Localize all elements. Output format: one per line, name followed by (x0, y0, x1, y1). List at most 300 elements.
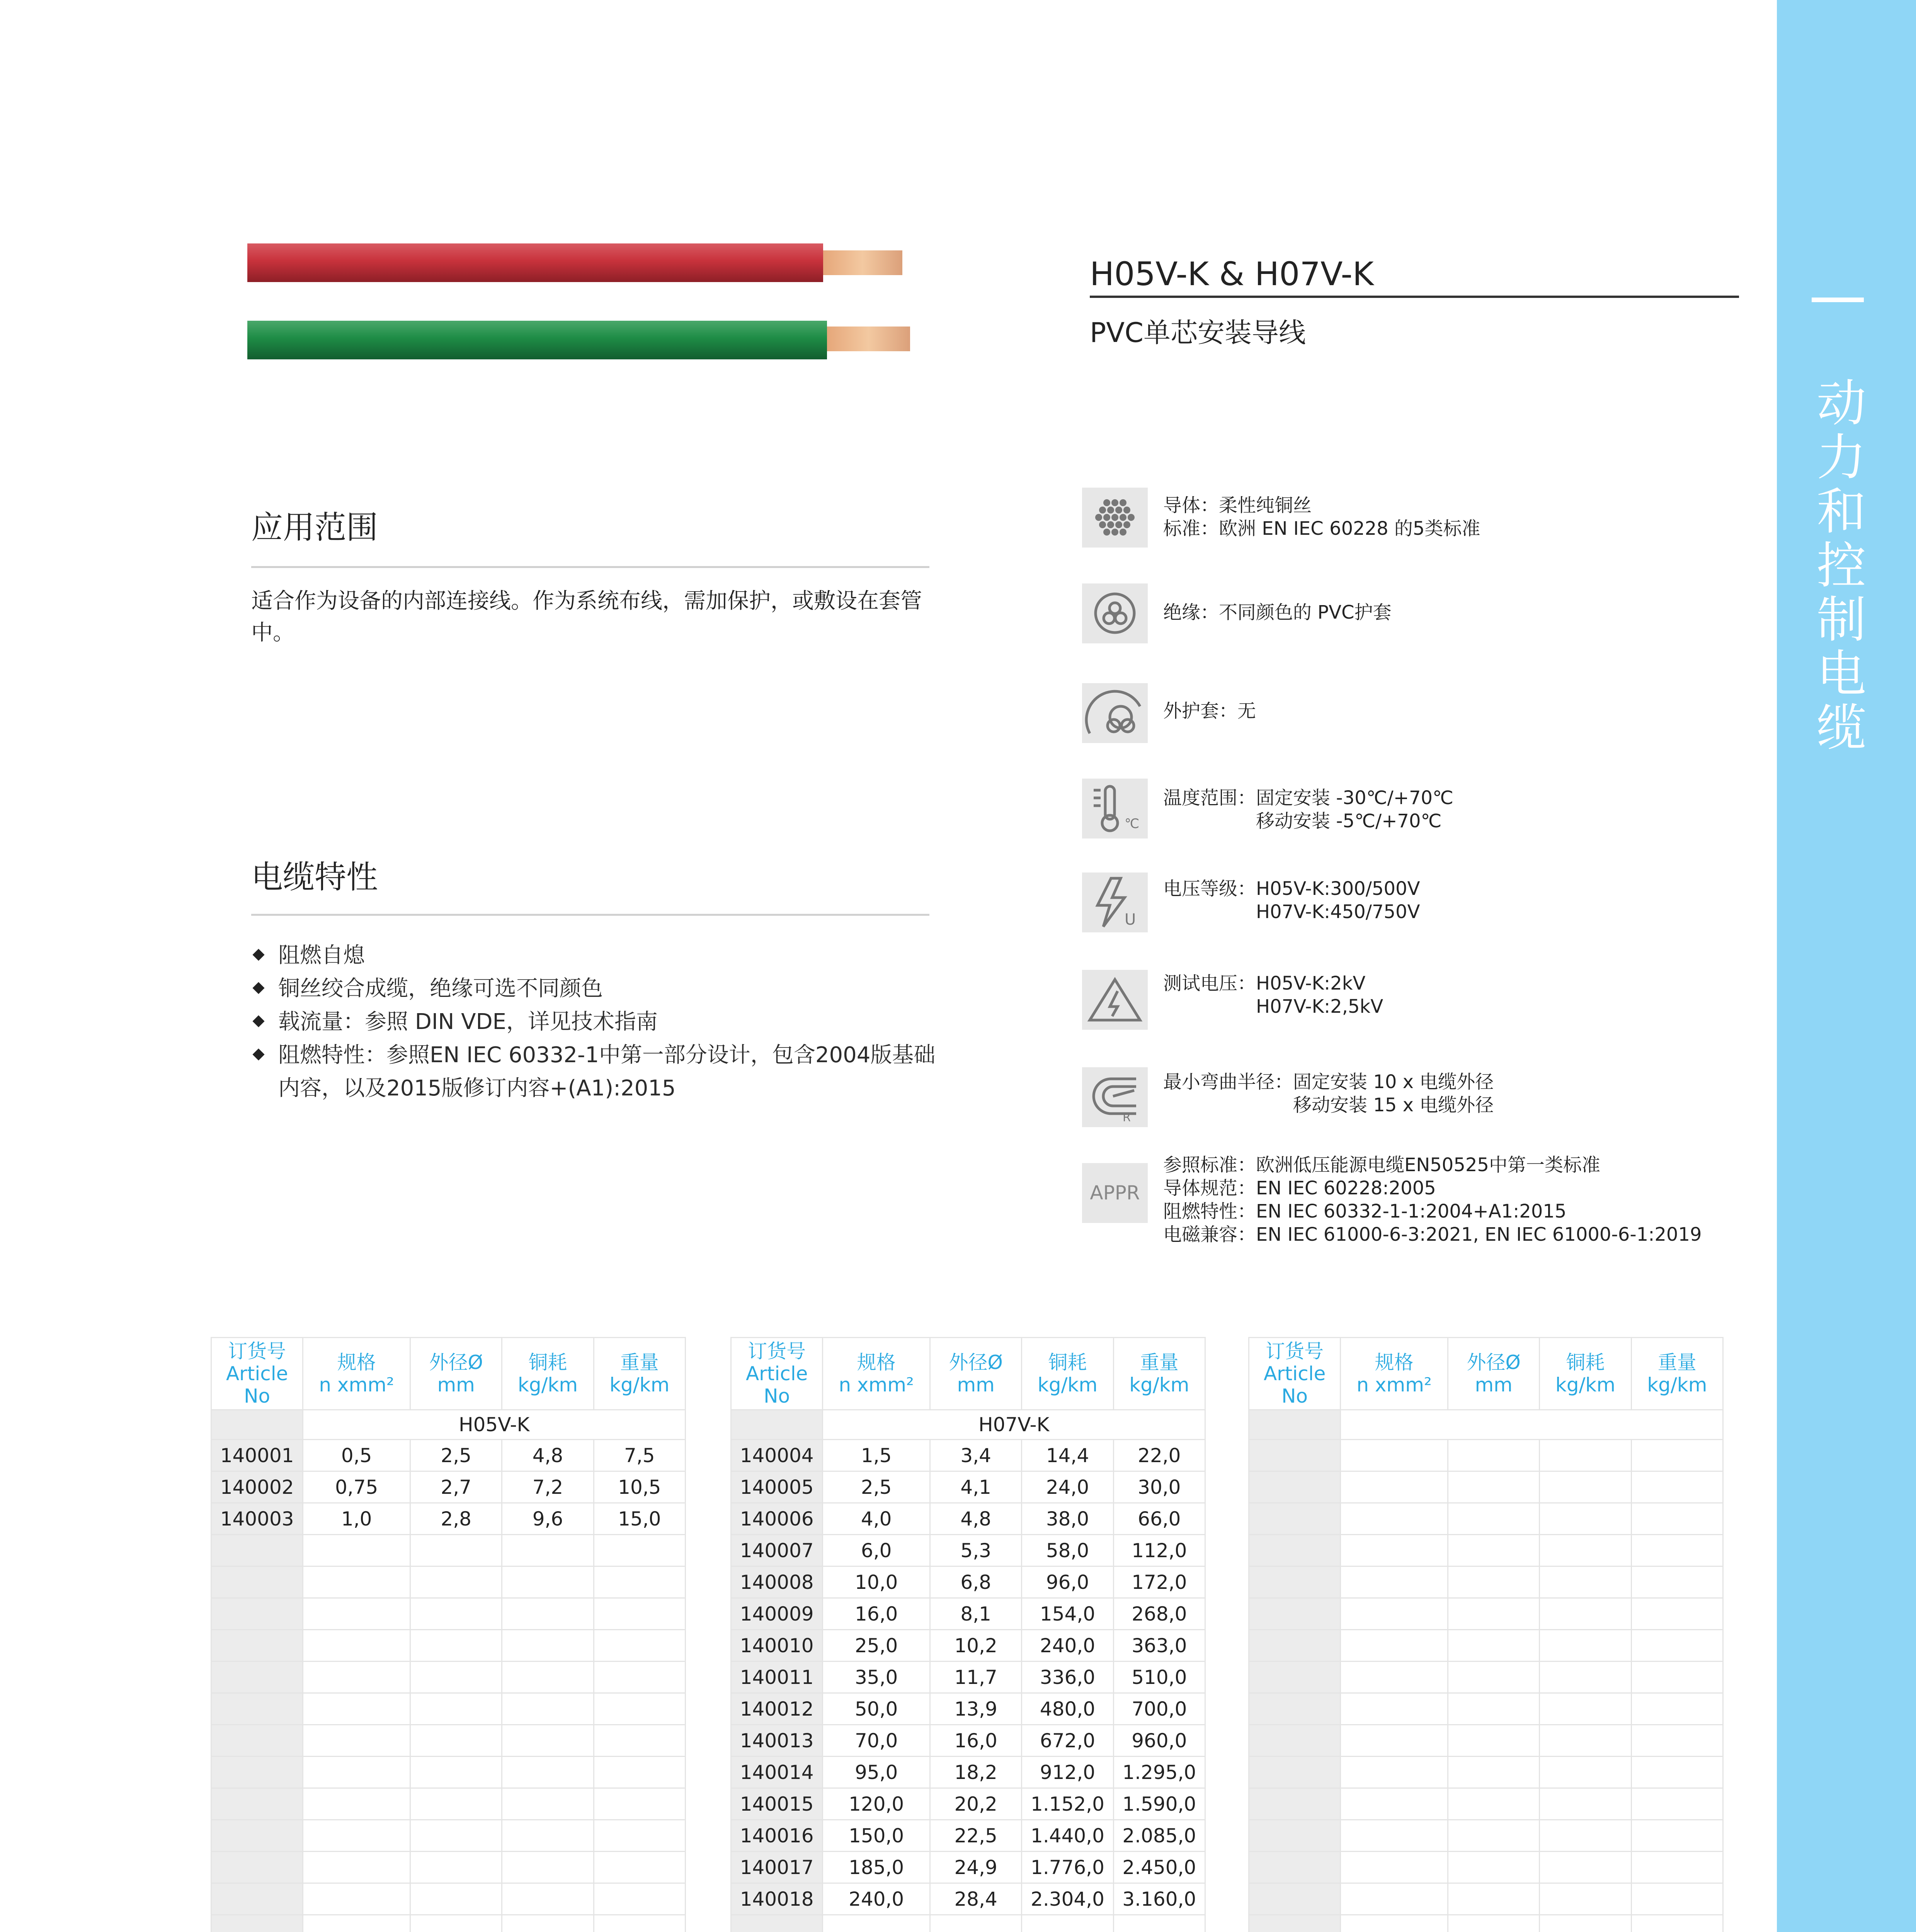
table-cell: 154,0 (1022, 1598, 1113, 1630)
table-cell (1249, 1852, 1341, 1883)
table-cell: 11,7 (930, 1662, 1022, 1693)
table-subtitle-row (211, 1410, 686, 1440)
conductor-strands-icon (1082, 488, 1148, 548)
product-subtitle: PVC单芯安装导线 (1090, 317, 1306, 349)
column-header (1249, 1338, 1341, 1410)
property-value: 移动安装 -5℃/+70℃ (1256, 810, 1442, 832)
table-cell (1631, 1598, 1723, 1630)
column-header-line: 订货号 (1266, 1340, 1324, 1362)
column-header (594, 1338, 685, 1410)
property-value: 移动安装 15 x 电缆外径 (1293, 1094, 1494, 1116)
sidebar-char: 力 (1816, 429, 1866, 486)
table-cell (303, 1852, 410, 1883)
table-row (1249, 1883, 1723, 1915)
column-header-line: 重量 (1140, 1351, 1179, 1374)
sidebar-dash (1812, 298, 1864, 302)
table-cell (502, 1820, 594, 1852)
features-divider (251, 914, 929, 916)
property-bend-radius (1163, 1070, 1494, 1117)
column-header-line: No (1281, 1385, 1308, 1407)
column-header (1448, 1338, 1540, 1410)
property-sheath (1163, 699, 1256, 723)
table-cell (502, 1693, 594, 1725)
column-header-line: 铜耗 (1048, 1351, 1087, 1374)
table-cell (410, 1883, 502, 1915)
table-subtitle-row (1249, 1410, 1723, 1440)
table-cell (1540, 1757, 1631, 1788)
table-cell (594, 1852, 685, 1883)
column-header-line: 铜耗 (528, 1351, 567, 1374)
table-cell (1249, 1566, 1341, 1598)
table-cell: 140009 (731, 1598, 823, 1630)
table-cell (303, 1598, 410, 1630)
table-cell: 140011 (731, 1662, 823, 1693)
table-cell (211, 1630, 303, 1662)
table-cell (211, 1757, 303, 1788)
table-cell: 20,2 (930, 1788, 1022, 1820)
feature-item: 载流量：参照 DIN VDE，详见技术指南 (251, 1005, 955, 1039)
table-row (1249, 1630, 1723, 1662)
table-cell (1448, 1915, 1540, 1932)
table-cell: 172,0 (1113, 1566, 1205, 1598)
table-cell (410, 1725, 502, 1757)
column-header-line: 规格 (857, 1351, 896, 1374)
table-cell (211, 1598, 303, 1630)
table-cell (410, 1820, 502, 1852)
table-cell: 15,0 (594, 1503, 685, 1535)
table-cell (502, 1915, 594, 1932)
table-cell (1448, 1503, 1540, 1535)
sidebar-char: 缆 (1816, 699, 1866, 757)
table-row (731, 1662, 1205, 1693)
table-cell (410, 1598, 502, 1630)
table-cell: 30,0 (1113, 1471, 1205, 1503)
table-cell: 120,0 (823, 1788, 930, 1820)
table-cell (410, 1662, 502, 1693)
table-cell: 22,5 (930, 1820, 1022, 1852)
table-row (731, 1820, 1205, 1852)
table-cell: 9,6 (502, 1503, 594, 1535)
column-header-line: n xmm² (319, 1374, 394, 1396)
table-cell: 8,1 (930, 1598, 1022, 1630)
table-cell (502, 1788, 594, 1820)
table-cell (823, 1915, 930, 1932)
table-row (211, 1915, 686, 1932)
spec-table-h05v-k (211, 1337, 686, 1932)
table-cell: 13,9 (930, 1693, 1022, 1725)
table-cell (1341, 1440, 1448, 1471)
table-cell (1631, 1630, 1723, 1662)
table-cell: 28,4 (930, 1883, 1022, 1915)
table-cell: 2.450,0 (1113, 1852, 1205, 1883)
table-row (731, 1915, 1205, 1932)
table-cell (1341, 1883, 1448, 1915)
column-header-line: 外径Ø (1467, 1351, 1521, 1374)
property-value: 柔性纯铜丝 (1219, 495, 1312, 516)
table-cell (303, 1630, 410, 1662)
table-cell (1249, 1788, 1341, 1820)
column-header-line: mm (1475, 1374, 1513, 1396)
table-cell (1341, 1598, 1448, 1630)
table-row (1249, 1788, 1723, 1820)
table-cell (410, 1852, 502, 1883)
table-cell: 22,0 (1113, 1440, 1205, 1471)
property-value: H07V-K:2,5kV (1256, 996, 1383, 1017)
property-value: 固定安装 10 x 电缆外径 (1293, 1071, 1494, 1093)
product-title: H05V-K & H07V-K (1090, 255, 1374, 293)
test-voltage-icon (1082, 970, 1148, 1030)
table-row (211, 1788, 686, 1820)
property-value: EN IEC 61000-6-3:2021, EN IEC 61000-6-1:2019 (1256, 1224, 1702, 1245)
table-cell: 50,0 (823, 1693, 930, 1725)
table-cell (1448, 1471, 1540, 1503)
table-cell (594, 1820, 685, 1852)
column-header (1341, 1338, 1448, 1410)
table-cell (211, 1662, 303, 1693)
table-cell (410, 1757, 502, 1788)
column-header (930, 1338, 1022, 1410)
table-cell: 1.776,0 (1022, 1852, 1113, 1883)
property-value: 不同颜色的 PVC护套 (1219, 602, 1392, 623)
voltage-icon (1082, 872, 1148, 932)
table-cell: 6,0 (823, 1535, 930, 1566)
table-cell (1540, 1693, 1631, 1725)
table-cell (410, 1693, 502, 1725)
table-cell (930, 1915, 1022, 1932)
table-cell (1631, 1852, 1723, 1883)
column-header-line: Article (745, 1362, 808, 1385)
table-row (731, 1471, 1205, 1503)
table-cell: 140014 (731, 1757, 823, 1788)
sidebar-char: 电 (1816, 645, 1866, 703)
table-cell (502, 1757, 594, 1788)
table-cell (303, 1725, 410, 1757)
table-row (211, 1852, 686, 1883)
table-cell (1341, 1471, 1448, 1503)
table-row (211, 1598, 686, 1630)
table-cell: 140016 (731, 1820, 823, 1852)
table-cell: 6,8 (930, 1566, 1022, 1598)
table-cell: 58,0 (1022, 1535, 1113, 1566)
table-cell: 912,0 (1022, 1757, 1113, 1788)
table-row (731, 1566, 1205, 1598)
table-cell: 1.590,0 (1113, 1788, 1205, 1820)
table-cell (594, 1788, 685, 1820)
table-cell (1631, 1471, 1723, 1503)
sidebar-char: 动 (1816, 375, 1866, 432)
thermometer-icon (1082, 779, 1148, 838)
table-cell: 140003 (211, 1503, 303, 1535)
property-key: 导体： (1163, 495, 1219, 516)
table-cell (211, 1852, 303, 1883)
table-row (731, 1598, 1205, 1630)
table-cell (731, 1410, 823, 1440)
table-cell (211, 1725, 303, 1757)
table-cell (1540, 1566, 1631, 1598)
table-cell: 4,8 (502, 1440, 594, 1471)
table-cell: 96,0 (1022, 1566, 1113, 1598)
table-cell (1540, 1788, 1631, 1820)
table-cell (1341, 1566, 1448, 1598)
column-header-line: 规格 (337, 1351, 376, 1374)
column-header-line: kg/km (1647, 1374, 1707, 1396)
table-cell: 140017 (731, 1852, 823, 1883)
table-cell (211, 1535, 303, 1566)
table-cell: 0,75 (303, 1471, 410, 1503)
table-cell (1341, 1915, 1448, 1932)
table-cell (1249, 1410, 1341, 1440)
table-cell (410, 1788, 502, 1820)
table-cell (303, 1820, 410, 1852)
table-cell: 510,0 (1113, 1662, 1205, 1693)
column-header-line: mm (957, 1374, 995, 1396)
spec-table-h07v-k (730, 1337, 1206, 1932)
column-header (303, 1338, 410, 1410)
table-cell: 4,0 (823, 1503, 930, 1535)
table-cell (211, 1915, 303, 1932)
table-cell (1249, 1440, 1341, 1471)
property-value: EN IEC 60332-1-1:2004+A1:2015 (1256, 1201, 1567, 1222)
table-cell: 140007 (731, 1535, 823, 1566)
table-cell (1540, 1503, 1631, 1535)
table-header-row (1249, 1338, 1723, 1410)
column-header-line: 订货号 (748, 1340, 806, 1362)
property-value: H05V-K:2kV (1256, 973, 1366, 994)
table-cell (1631, 1883, 1723, 1915)
column-header (823, 1338, 930, 1410)
table-cell (1341, 1852, 1448, 1883)
table-cell (1540, 1820, 1631, 1852)
property-voltage (1163, 877, 1420, 923)
table-cell: 140006 (731, 1503, 823, 1535)
property-standards (1163, 1153, 1702, 1246)
column-header (211, 1338, 303, 1410)
table-cell: 3.160,0 (1113, 1883, 1205, 1915)
table-cell (1448, 1693, 1540, 1725)
table-cell (410, 1915, 502, 1932)
table-cell: 18,2 (930, 1757, 1022, 1788)
table-cell (1341, 1662, 1448, 1693)
table-cell (1341, 1535, 1448, 1566)
column-header (502, 1338, 594, 1410)
table-row (211, 1725, 686, 1757)
column-header-line: kg/km (1555, 1374, 1616, 1396)
table-row (1249, 1820, 1723, 1852)
table-cell (1249, 1630, 1341, 1662)
property-key: 导体规范： (1163, 1177, 1256, 1199)
property-key: 参照标准： (1163, 1154, 1256, 1176)
table-cell (303, 1757, 410, 1788)
table-row (731, 1503, 1205, 1535)
column-header-line: kg/km (1037, 1374, 1098, 1396)
column-header-line: 订货号 (228, 1340, 286, 1362)
appr-icon: APPR (1082, 1163, 1148, 1223)
table-cell (1540, 1535, 1631, 1566)
table-cell: 1,5 (823, 1440, 930, 1471)
table-cell: 4,1 (930, 1471, 1022, 1503)
table-cell (1249, 1915, 1341, 1932)
table-row (211, 1883, 686, 1915)
property-key: 外护套： (1163, 700, 1238, 722)
property-value: 固定安装 -30℃/+70℃ (1256, 787, 1453, 809)
table-cell (1341, 1630, 1448, 1662)
table-cell (1540, 1725, 1631, 1757)
table-cell (594, 1566, 685, 1598)
table-cell: 16,0 (930, 1725, 1022, 1757)
table-cell (410, 1566, 502, 1598)
table-row (211, 1820, 686, 1852)
table-cell (303, 1566, 410, 1598)
table-row (1249, 1566, 1723, 1598)
table-row (1249, 1852, 1723, 1883)
table-row (1249, 1693, 1723, 1725)
table-cell: 140010 (731, 1630, 823, 1662)
sidebar-category-title (1812, 377, 1870, 755)
sidebar-char: 制 (1816, 591, 1866, 649)
table-cell (1249, 1883, 1341, 1915)
table-cell (1540, 1852, 1631, 1883)
table-cell: 1,0 (303, 1503, 410, 1535)
table-row (211, 1566, 686, 1598)
table-cell: 2.085,0 (1113, 1820, 1205, 1852)
table-cell: 140018 (731, 1883, 823, 1915)
column-header-line: kg/km (609, 1374, 670, 1396)
table-cell (410, 1535, 502, 1566)
table-cell (502, 1566, 594, 1598)
table-row (211, 1757, 686, 1788)
table-cell: 268,0 (1113, 1598, 1205, 1630)
table-row (1249, 1598, 1723, 1630)
table-cell: 140002 (211, 1471, 303, 1503)
table-row (1249, 1915, 1723, 1932)
property-value: 欧洲低压能源电缆EN50525中第一类标准 (1256, 1154, 1600, 1176)
table-cell (1448, 1598, 1540, 1630)
table-row (1249, 1440, 1723, 1471)
column-header-line: 外径Ø (429, 1351, 483, 1374)
table-cell (594, 1535, 685, 1566)
table-cell (303, 1693, 410, 1725)
column-header (1113, 1338, 1205, 1410)
table-cell (1249, 1662, 1341, 1693)
table-cell (1448, 1535, 1540, 1566)
table-cell (211, 1566, 303, 1598)
table-cell: 700,0 (1113, 1693, 1205, 1725)
table-cell (594, 1883, 685, 1915)
property-value: EN IEC 60228:2005 (1256, 1177, 1436, 1199)
table-cell: 2,5 (823, 1471, 930, 1503)
table-cell (303, 1662, 410, 1693)
table-cell (1022, 1915, 1113, 1932)
table-cell (1631, 1662, 1723, 1693)
table-cell (1631, 1757, 1723, 1788)
table-cell (1631, 1788, 1723, 1820)
table-cell (1631, 1440, 1723, 1471)
table-cell: 336,0 (1022, 1662, 1113, 1693)
table-cell (502, 1630, 594, 1662)
column-header-line: kg/km (1129, 1374, 1189, 1396)
application-heading: 应用范围 (251, 509, 378, 546)
table-row (731, 1757, 1205, 1788)
table-cell (1540, 1630, 1631, 1662)
table-header-row (211, 1338, 686, 1410)
table-cell (594, 1725, 685, 1757)
table-row (1249, 1503, 1723, 1535)
table-cell (211, 1410, 303, 1440)
features-list (251, 939, 955, 1105)
property-key: 绝缘： (1163, 602, 1219, 623)
column-header-line: 规格 (1375, 1351, 1414, 1374)
table-cell (1631, 1566, 1723, 1598)
table-row (731, 1788, 1205, 1820)
table-cell (303, 1535, 410, 1566)
column-header-line: Article (226, 1362, 288, 1385)
table-cell: 0,5 (303, 1440, 410, 1471)
column-header-line: n xmm² (1356, 1374, 1432, 1396)
column-header-line: 外径Ø (949, 1351, 1003, 1374)
table-cell (1249, 1471, 1341, 1503)
table-cell (1249, 1503, 1341, 1535)
table-cell: 2,5 (410, 1440, 502, 1471)
table-cell (594, 1630, 685, 1662)
spec-table-empty (1248, 1337, 1724, 1932)
table-cell (502, 1725, 594, 1757)
table-row (211, 1471, 686, 1503)
table-cell: 1.152,0 (1022, 1788, 1113, 1820)
table-cell (303, 1883, 410, 1915)
property-test-voltage (1163, 972, 1383, 1018)
table-cell: 24,0 (1022, 1471, 1113, 1503)
sidebar-char: 控 (1816, 537, 1866, 595)
table-cell (1631, 1915, 1723, 1932)
column-header (410, 1338, 502, 1410)
application-divider (251, 566, 929, 568)
property-key: 电磁兼容： (1163, 1224, 1256, 1245)
property-key: 温度范围： (1163, 787, 1256, 809)
column-header-line: 铜耗 (1566, 1351, 1605, 1374)
table-cell (502, 1662, 594, 1693)
table-cell: 140012 (731, 1693, 823, 1725)
table-cell (211, 1788, 303, 1820)
table-row (731, 1852, 1205, 1883)
property-key: 测试电压： (1163, 973, 1256, 994)
table-cell: 1.295,0 (1113, 1757, 1205, 1788)
column-header (731, 1338, 823, 1410)
table-row (731, 1535, 1205, 1566)
table-cell (502, 1883, 594, 1915)
property-temperature (1163, 786, 1453, 833)
category-sidebar (1777, 0, 1916, 1932)
table-cell: 2,8 (410, 1503, 502, 1535)
table-cell: 240,0 (823, 1883, 930, 1915)
column-header-line: 重量 (620, 1351, 659, 1374)
table-cell: 16,0 (823, 1598, 930, 1630)
table-cell (731, 1915, 823, 1932)
table-cell (502, 1598, 594, 1630)
feature-item: 铜丝绞合成缆，绝缘可选不同颜色 (251, 972, 955, 1005)
features-heading: 电缆特性 (251, 859, 378, 896)
table-cell: 363,0 (1113, 1630, 1205, 1662)
table-cell (1249, 1693, 1341, 1725)
column-header (1022, 1338, 1113, 1410)
table-cell (1341, 1820, 1448, 1852)
table-cell (1540, 1883, 1631, 1915)
table-cell (1631, 1725, 1723, 1757)
svg-text:℃: ℃ (1125, 816, 1140, 832)
table-cell: 185,0 (823, 1852, 930, 1883)
table-cell: 150,0 (823, 1820, 930, 1852)
table-cell (1249, 1757, 1341, 1788)
property-key: 阻燃特性： (1163, 1201, 1256, 1222)
